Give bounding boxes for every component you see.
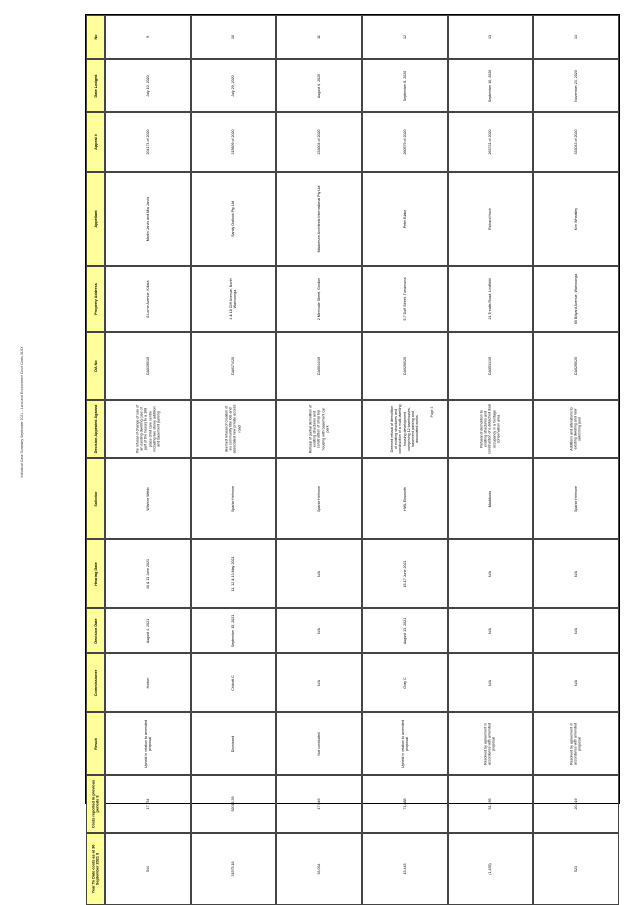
cell-col-commissioner bbox=[191, 653, 277, 712]
cell-col-property-address bbox=[191, 266, 277, 332]
cell-col-decision-date bbox=[533, 608, 619, 653]
cell-text: HWL Ebsworth bbox=[402, 486, 407, 511]
cell-col-date-lodged bbox=[276, 59, 362, 112]
cell-text: Sandy Outlook Pty Ltd bbox=[231, 201, 236, 237]
cell-text: Horton bbox=[145, 677, 150, 688]
cell-col-decision-date bbox=[276, 608, 362, 653]
cell-col-property-address bbox=[533, 266, 619, 332]
cell-text: 11 bbox=[317, 35, 322, 39]
cell-text: Mackenzie Architects International Pty Ltd bbox=[317, 185, 322, 253]
cell-col-no bbox=[362, 15, 448, 59]
cell-text: 8 Lorne Avenue, Killara bbox=[145, 280, 150, 318]
cell-col-appeal bbox=[105, 112, 191, 172]
cell-text: deemed refusal of creation of six community title lots and associated new private access road bbox=[225, 404, 242, 454]
cell-col-hearing-date bbox=[448, 539, 534, 608]
cell-text: the refusal of change of use of an existing dwelling (use of part of the house) to a 108 place child care centre including two storey addition and basement parking bbox=[135, 404, 161, 454]
cell-text: 51,195 bbox=[488, 798, 493, 810]
cell-col-hearing-date bbox=[191, 539, 277, 608]
cell-col-result bbox=[276, 712, 362, 775]
cell-col-solicitor bbox=[533, 458, 619, 539]
cell-col-decision bbox=[533, 400, 619, 458]
cell-col-costs-previous bbox=[105, 775, 191, 833]
cell-text: Kim Wheatley bbox=[574, 207, 579, 231]
cell-text: 10 & 11 June 2021 bbox=[145, 558, 150, 589]
cell-col-decision-date bbox=[105, 608, 191, 653]
header-col-appeal bbox=[86, 112, 105, 172]
cell-col-no bbox=[448, 15, 534, 59]
cell-text: Not concluded bbox=[317, 732, 322, 755]
cell-text: 333043 of 2020 bbox=[574, 129, 579, 155]
cell-text: (1,455) bbox=[488, 863, 493, 875]
cell-text: DA0295/20 bbox=[574, 357, 579, 375]
cell-text: August 6, 2020 bbox=[317, 73, 322, 98]
cell-text: N/A bbox=[317, 679, 322, 686]
cell-col-date-lodged bbox=[362, 59, 448, 112]
cell-col-commissioner bbox=[448, 653, 534, 712]
header-label: Date Lodged bbox=[93, 74, 98, 97]
cell-col-appellant bbox=[362, 172, 448, 266]
cell-text: Dismissed bbox=[231, 735, 236, 752]
cell-text: Sparke Helmore bbox=[574, 485, 579, 512]
cell-col-da-no bbox=[362, 332, 448, 400]
cell-text: 2 Merrivale Street, Gordon bbox=[317, 277, 322, 321]
cell-text: N/A bbox=[317, 627, 322, 634]
cell-col-decision-date bbox=[448, 608, 534, 653]
cell-text: N/A bbox=[574, 627, 579, 634]
cell-col-solicitor bbox=[105, 458, 191, 539]
cell-col-date-lodged bbox=[191, 59, 277, 112]
cell-text: 263721 of 2020 bbox=[488, 129, 493, 155]
cell-text: Refusal of partial demolition of existing structures and construction of shop top housing with basement car park bbox=[308, 404, 330, 454]
header-col-ytd-costs bbox=[86, 833, 105, 905]
cell-text: N/A bbox=[317, 570, 322, 577]
cell-col-date-lodged bbox=[105, 59, 191, 112]
cell-text: July 29, 2020 bbox=[231, 74, 236, 97]
cell-col-appeal bbox=[191, 112, 277, 172]
cell-col-appellant bbox=[191, 172, 277, 266]
cell-col-result bbox=[191, 712, 277, 775]
cell-col-result bbox=[533, 712, 619, 775]
cell-text: DA0174/20 bbox=[231, 357, 236, 375]
cell-text: N/A bbox=[574, 570, 579, 577]
cell-text: Maddocks bbox=[488, 490, 493, 507]
cell-text: Refusal of demolition to existing structures and construction of a detached dual occupancy in a heritage conservation area bbox=[479, 404, 501, 454]
cell-text: DA0531/19 bbox=[488, 357, 493, 375]
cell-col-solicitor bbox=[276, 458, 362, 539]
cell-col-decision bbox=[448, 400, 534, 458]
cell-col-commissioner bbox=[276, 653, 362, 712]
cell-text: September 8, 2020 bbox=[402, 70, 407, 101]
cell-col-result bbox=[448, 712, 534, 775]
cell-text: N/A bbox=[488, 570, 493, 577]
header-label: Hearing Date bbox=[93, 561, 98, 586]
cell-text: N/A bbox=[488, 679, 493, 686]
cell-col-date-lodged bbox=[448, 59, 534, 112]
cell-col-decision bbox=[276, 400, 362, 458]
header-col-date-lodged bbox=[86, 59, 105, 112]
cell-text: Chilcott C bbox=[231, 674, 236, 691]
cell-col-appeal bbox=[362, 112, 448, 172]
cell-col-no bbox=[533, 15, 619, 59]
cell-col-ytd-costs bbox=[448, 833, 534, 905]
cell-col-solicitor bbox=[191, 458, 277, 539]
cell-text: 47,646 bbox=[317, 798, 322, 810]
header-label: Result bbox=[93, 737, 98, 750]
cell-text: 5-7 Duff Street, Turramurra bbox=[402, 277, 407, 321]
cell-col-solicitor bbox=[362, 458, 448, 539]
cell-col-ytd-costs bbox=[362, 833, 448, 905]
cell-text: 71,888 bbox=[402, 798, 407, 810]
header-label: Year To Date costs as at 30 September 2021 $ bbox=[91, 844, 100, 894]
cell-col-commissioner bbox=[362, 653, 448, 712]
cell-text: DA0290/20 bbox=[402, 357, 407, 375]
cell-text: DA0044/19 bbox=[317, 357, 322, 375]
cell-col-no bbox=[105, 15, 191, 59]
cell-col-property-address bbox=[448, 266, 534, 332]
cell-text: 544 bbox=[145, 866, 150, 872]
cell-col-da-no bbox=[533, 332, 619, 400]
cell-text: 15,445 bbox=[402, 863, 407, 875]
cell-text: 65 Billyard Avenue, Wahroonga bbox=[574, 273, 579, 325]
cell-col-hearing-date bbox=[276, 539, 362, 608]
cell-text: Sparke Helmore bbox=[317, 485, 322, 512]
cell-col-commissioner bbox=[105, 653, 191, 712]
header-label: Decision Date bbox=[93, 617, 98, 644]
cell-col-costs-previous bbox=[191, 775, 277, 833]
cell-text: August 4, 2021 bbox=[145, 618, 150, 643]
cell-col-da-no bbox=[105, 332, 191, 400]
cell-text: 11, 12 & 13 May 2021 bbox=[231, 556, 236, 591]
cell-col-no bbox=[276, 15, 362, 59]
header-col-da-no bbox=[86, 332, 105, 400]
cell-text: 233604 of 2020 bbox=[317, 129, 322, 155]
cell-col-property-address bbox=[276, 266, 362, 332]
cell-text: 260579 of 2020 bbox=[402, 129, 407, 155]
cell-text: Martin Jarvis and Mia Jarvis bbox=[145, 196, 150, 242]
cell-text: November 23, 2020 bbox=[574, 69, 579, 102]
header-label: Solicitor bbox=[93, 490, 98, 507]
cell-text: July 10, 2020 bbox=[145, 74, 150, 97]
cell-col-decision-date bbox=[191, 608, 277, 653]
cell-text: 204174 of 2020 bbox=[145, 129, 150, 155]
header-col-solicitor bbox=[86, 458, 105, 539]
cell-text: 9 bbox=[145, 36, 150, 38]
cell-col-costs-previous bbox=[276, 775, 362, 833]
header-col-appellant bbox=[86, 172, 105, 266]
cell-text: August 13, 2021 bbox=[402, 617, 407, 644]
header-col-result bbox=[86, 712, 105, 775]
cell-col-appellant bbox=[533, 172, 619, 266]
cell-col-decision bbox=[191, 400, 277, 458]
header-label: Decision Appealed Against bbox=[93, 404, 98, 454]
cell-col-hearing-date bbox=[362, 539, 448, 608]
cell-text: Richard Hoch bbox=[488, 208, 493, 230]
cell-text: Resolved by agreement in accordance with amended proposal bbox=[484, 722, 497, 765]
cell-col-no bbox=[191, 15, 277, 59]
cell-text: 17,754 bbox=[145, 798, 150, 810]
cell-col-costs-previous bbox=[533, 775, 619, 833]
cell-text: 523 bbox=[574, 866, 579, 872]
header-label: Property Address bbox=[93, 283, 98, 315]
cell-text: Upheld in relation to amended proposal bbox=[143, 719, 152, 768]
header-label: Appeal # bbox=[93, 134, 98, 150]
cell-text: 13 bbox=[488, 35, 493, 39]
cell-text: 92016.39 bbox=[231, 796, 236, 812]
header-label: Appellant bbox=[93, 210, 98, 228]
header-col-commissioner bbox=[86, 653, 105, 712]
cell-text: Deemed refusal of demolition of existing structures and construction of a multi-dwelling housing development comprising 12 townhouses, basement parking and associated works bbox=[389, 404, 420, 454]
cell-text: 12 bbox=[402, 35, 407, 39]
cell-col-da-no bbox=[448, 332, 534, 400]
page-number: Page 3 bbox=[430, 406, 434, 418]
cell-text: 31975.18 bbox=[231, 861, 236, 877]
cell-text: DA0195/19 bbox=[145, 357, 150, 375]
cell-text: 21 Treatts Road, Lindfield bbox=[488, 278, 493, 320]
cell-text: 15-17 June 2021 bbox=[402, 560, 407, 587]
cell-col-commissioner bbox=[533, 653, 619, 712]
header-col-decision-date bbox=[86, 608, 105, 653]
header-col-no bbox=[86, 15, 105, 59]
cell-col-appeal bbox=[276, 112, 362, 172]
header-label: Costs reported in previous periods $ bbox=[91, 779, 100, 829]
header-label: No bbox=[93, 34, 98, 40]
cell-text: Upheld in relation to amended proposal bbox=[400, 719, 409, 768]
cell-col-hearing-date bbox=[105, 539, 191, 608]
cell-col-property-address bbox=[362, 266, 448, 332]
cell-text: Peter Blake bbox=[402, 209, 407, 229]
header-col-property-address bbox=[86, 266, 105, 332]
cell-col-appeal bbox=[448, 112, 534, 172]
cell-col-appeal bbox=[533, 112, 619, 172]
cell-text: Gray C bbox=[402, 676, 407, 689]
header-label: Commissioner bbox=[93, 669, 98, 696]
cell-text: Resolved by agreement in accordance with amended proposal bbox=[569, 722, 583, 765]
cell-col-decision-date bbox=[362, 608, 448, 653]
document-header: Individual Case Summary September 2021 – Land and Environment Court Costs.XLSX bbox=[20, 346, 24, 478]
cell-text: Wilshire Webb bbox=[145, 486, 150, 511]
cell-col-da-no bbox=[276, 332, 362, 400]
cell-col-decision bbox=[362, 400, 448, 458]
cell-text: 4 & 18 Cliff Avenue, North Wahroonga bbox=[229, 278, 238, 320]
cell-col-costs-previous bbox=[448, 775, 534, 833]
header-col-decision bbox=[86, 400, 105, 458]
cell-col-result bbox=[105, 712, 191, 775]
cell-col-property-address bbox=[105, 266, 191, 332]
cell-col-appellant bbox=[276, 172, 362, 266]
cell-col-ytd-costs bbox=[276, 833, 362, 905]
cell-text: September 10, 2020 bbox=[488, 69, 493, 102]
cell-text: 10 bbox=[231, 35, 236, 39]
cell-text: 14 bbox=[574, 35, 579, 39]
cell-col-ytd-costs bbox=[105, 833, 191, 905]
cell-text: 20,219 bbox=[574, 798, 579, 810]
cell-text: N/A bbox=[574, 679, 579, 686]
cell-text: September 15, 2021 bbox=[231, 614, 236, 647]
cell-col-appellant bbox=[105, 172, 191, 266]
cell-col-appellant bbox=[448, 172, 534, 266]
header-col-costs-previous bbox=[86, 775, 105, 833]
cell-text: 33,034 bbox=[317, 863, 322, 875]
cell-col-ytd-costs bbox=[191, 833, 277, 905]
cell-col-date-lodged bbox=[533, 59, 619, 112]
cell-col-decision bbox=[105, 400, 191, 458]
cell-col-ytd-costs bbox=[533, 833, 619, 905]
cell-text: 215609 of 2020 bbox=[231, 129, 236, 155]
cell-col-costs-previous bbox=[362, 775, 448, 833]
cell-text: Sparke Helmore bbox=[231, 485, 236, 512]
cell-text: Additions and alterations to existing dwelling and new swimming pool bbox=[569, 407, 583, 451]
cell-col-result bbox=[362, 712, 448, 775]
cell-col-da-no bbox=[191, 332, 277, 400]
header-col-hearing-date bbox=[86, 539, 105, 608]
cell-text: N/A bbox=[488, 627, 493, 634]
header-label: DA No bbox=[93, 360, 98, 372]
cell-col-hearing-date bbox=[533, 539, 619, 608]
cell-col-solicitor bbox=[448, 458, 534, 539]
case-summary-table bbox=[85, 14, 620, 894]
